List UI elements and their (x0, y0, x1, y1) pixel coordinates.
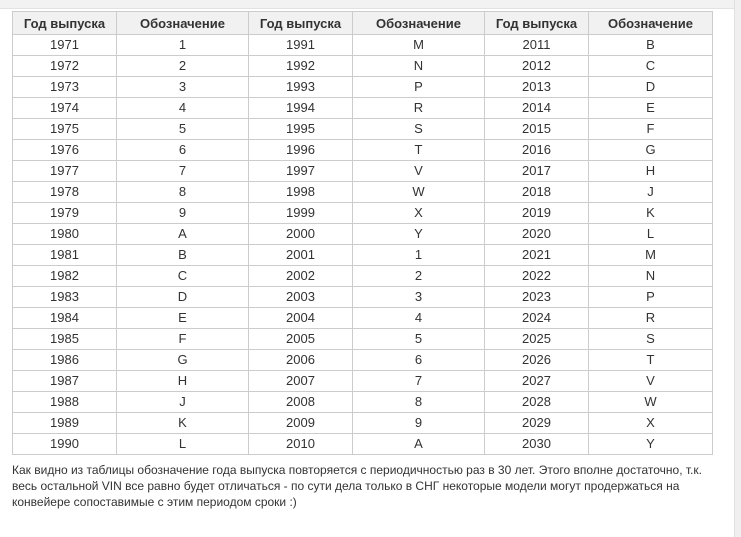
year-cell: 2017 (485, 161, 589, 182)
year-cell: 2022 (485, 266, 589, 287)
year-cell: 1982 (13, 266, 117, 287)
year-cell: 1983 (13, 287, 117, 308)
code-cell: J (589, 182, 713, 203)
year-cell: 1999 (249, 203, 353, 224)
code-cell: M (353, 35, 485, 56)
code-cell: J (117, 392, 249, 413)
year-cell: 1980 (13, 224, 117, 245)
year-cell: 1997 (249, 161, 353, 182)
year-cell: 1990 (13, 434, 117, 455)
top-edge (0, 0, 741, 9)
code-cell: 7 (117, 161, 249, 182)
table-row (13, 287, 713, 308)
code-cell: 9 (117, 203, 249, 224)
code-cell: 4 (353, 308, 485, 329)
code-cell: V (589, 371, 713, 392)
year-cell: 2008 (249, 392, 353, 413)
year-cell: 1996 (249, 140, 353, 161)
code-cell: F (117, 329, 249, 350)
code-cell: E (589, 98, 713, 119)
code-cell: 8 (353, 392, 485, 413)
code-cell: Y (353, 224, 485, 245)
year-cell: 1977 (13, 161, 117, 182)
code-cell: C (117, 266, 249, 287)
column-header-code: Обозначение (117, 12, 249, 35)
year-cell: 2016 (485, 140, 589, 161)
code-cell: 5 (353, 329, 485, 350)
vin-year-table (12, 11, 713, 455)
code-cell: N (353, 56, 485, 77)
year-cell: 1985 (13, 329, 117, 350)
year-cell: 2020 (485, 224, 589, 245)
year-cell: 1979 (13, 203, 117, 224)
year-cell: 2002 (249, 266, 353, 287)
table-row (13, 308, 713, 329)
year-cell: 2009 (249, 413, 353, 434)
year-cell: 2021 (485, 245, 589, 266)
column-header-code: Обозначение (353, 12, 485, 35)
year-cell: 1971 (13, 35, 117, 56)
code-cell: E (117, 308, 249, 329)
year-cell: 2024 (485, 308, 589, 329)
year-cell: 2014 (485, 98, 589, 119)
code-cell: W (589, 392, 713, 413)
code-cell: 7 (353, 371, 485, 392)
year-cell: 2011 (485, 35, 589, 56)
year-cell: 2012 (485, 56, 589, 77)
column-header-year: Год выпуска (13, 12, 117, 35)
year-cell: 2030 (485, 434, 589, 455)
year-cell: 1984 (13, 308, 117, 329)
code-cell: S (589, 329, 713, 350)
code-cell: L (117, 434, 249, 455)
code-cell: 9 (353, 413, 485, 434)
code-cell: B (589, 35, 713, 56)
year-cell: 1986 (13, 350, 117, 371)
code-cell: M (589, 245, 713, 266)
code-cell: 6 (353, 350, 485, 371)
table-row (13, 98, 713, 119)
code-cell: T (353, 140, 485, 161)
year-cell: 2018 (485, 182, 589, 203)
code-cell: 4 (117, 98, 249, 119)
table-row (13, 182, 713, 203)
table-row (13, 329, 713, 350)
year-cell: 1978 (13, 182, 117, 203)
year-cell: 2023 (485, 287, 589, 308)
column-header-year: Год выпуска (249, 12, 353, 35)
table-row (13, 245, 713, 266)
code-cell: G (589, 140, 713, 161)
year-cell: 2001 (249, 245, 353, 266)
year-cell: 2026 (485, 350, 589, 371)
column-header-year: Год выпуска (485, 12, 589, 35)
code-cell: 2 (353, 266, 485, 287)
table-row (13, 266, 713, 287)
table-row (13, 140, 713, 161)
year-cell: 2007 (249, 371, 353, 392)
table-body (13, 35, 713, 455)
code-cell: V (353, 161, 485, 182)
code-cell: D (589, 77, 713, 98)
column-header-code: Обозначение (589, 12, 713, 35)
year-cell: 2013 (485, 77, 589, 98)
code-cell: D (117, 287, 249, 308)
code-cell: R (589, 308, 713, 329)
explanation-text: Как видно из таблицы обозначение года выпуска повторяется с периодичностью раз в 30 лет. Этого вполне достаточно, т.к. весь остальной VIN все равно будет отличаться - по сути дела только в СНГ некоторые модели могут продержаться на конвейере сопоставимые с этим периодом сроки :) (12, 463, 702, 509)
code-cell: K (589, 203, 713, 224)
code-cell: K (117, 413, 249, 434)
year-cell: 1976 (13, 140, 117, 161)
year-cell: 1987 (13, 371, 117, 392)
year-cell: 2003 (249, 287, 353, 308)
code-cell: R (353, 98, 485, 119)
code-cell: X (589, 413, 713, 434)
year-cell: 2027 (485, 371, 589, 392)
code-cell: L (589, 224, 713, 245)
code-cell: C (589, 56, 713, 77)
year-cell: 2028 (485, 392, 589, 413)
year-cell: 1988 (13, 392, 117, 413)
year-cell: 2019 (485, 203, 589, 224)
table-row (13, 392, 713, 413)
year-cell: 2029 (485, 413, 589, 434)
code-cell: A (353, 434, 485, 455)
year-cell: 1975 (13, 119, 117, 140)
code-cell: N (589, 266, 713, 287)
year-cell: 1992 (249, 56, 353, 77)
code-cell: S (353, 119, 485, 140)
year-cell: 1998 (249, 182, 353, 203)
code-cell: A (117, 224, 249, 245)
code-cell: 3 (353, 287, 485, 308)
table-row (13, 161, 713, 182)
table-row (13, 35, 713, 56)
code-cell: X (353, 203, 485, 224)
code-cell: P (589, 287, 713, 308)
year-cell: 2005 (249, 329, 353, 350)
year-cell: 1995 (249, 119, 353, 140)
table-row (13, 203, 713, 224)
table-row (13, 350, 713, 371)
year-cell: 1973 (13, 77, 117, 98)
code-cell: H (117, 371, 249, 392)
year-cell: 2006 (249, 350, 353, 371)
code-cell: P (353, 77, 485, 98)
code-cell: G (117, 350, 249, 371)
code-cell: F (589, 119, 713, 140)
table-row (13, 77, 713, 98)
table-header-row (13, 12, 713, 35)
code-cell: B (117, 245, 249, 266)
year-cell: 2004 (249, 308, 353, 329)
code-cell: H (589, 161, 713, 182)
table-row (13, 224, 713, 245)
year-cell: 2015 (485, 119, 589, 140)
code-cell: 6 (117, 140, 249, 161)
year-cell: 1991 (249, 35, 353, 56)
year-cell: 1993 (249, 77, 353, 98)
year-cell: 1972 (13, 56, 117, 77)
year-cell: 2000 (249, 224, 353, 245)
code-cell: 1 (117, 35, 249, 56)
table-row (13, 434, 713, 455)
code-cell: 3 (117, 77, 249, 98)
table-row (13, 371, 713, 392)
scrollbar[interactable] (734, 0, 741, 537)
code-cell: 5 (117, 119, 249, 140)
code-cell: 1 (353, 245, 485, 266)
year-cell: 1974 (13, 98, 117, 119)
code-cell: 2 (117, 56, 249, 77)
year-cell: 2010 (249, 434, 353, 455)
year-cell: 1994 (249, 98, 353, 119)
code-cell: W (353, 182, 485, 203)
year-cell: 2025 (485, 329, 589, 350)
table-row (13, 413, 713, 434)
code-cell: Y (589, 434, 713, 455)
year-cell: 1981 (13, 245, 117, 266)
code-cell: T (589, 350, 713, 371)
year-cell: 1989 (13, 413, 117, 434)
code-cell: 8 (117, 182, 249, 203)
table-row (13, 56, 713, 77)
table-row (13, 119, 713, 140)
